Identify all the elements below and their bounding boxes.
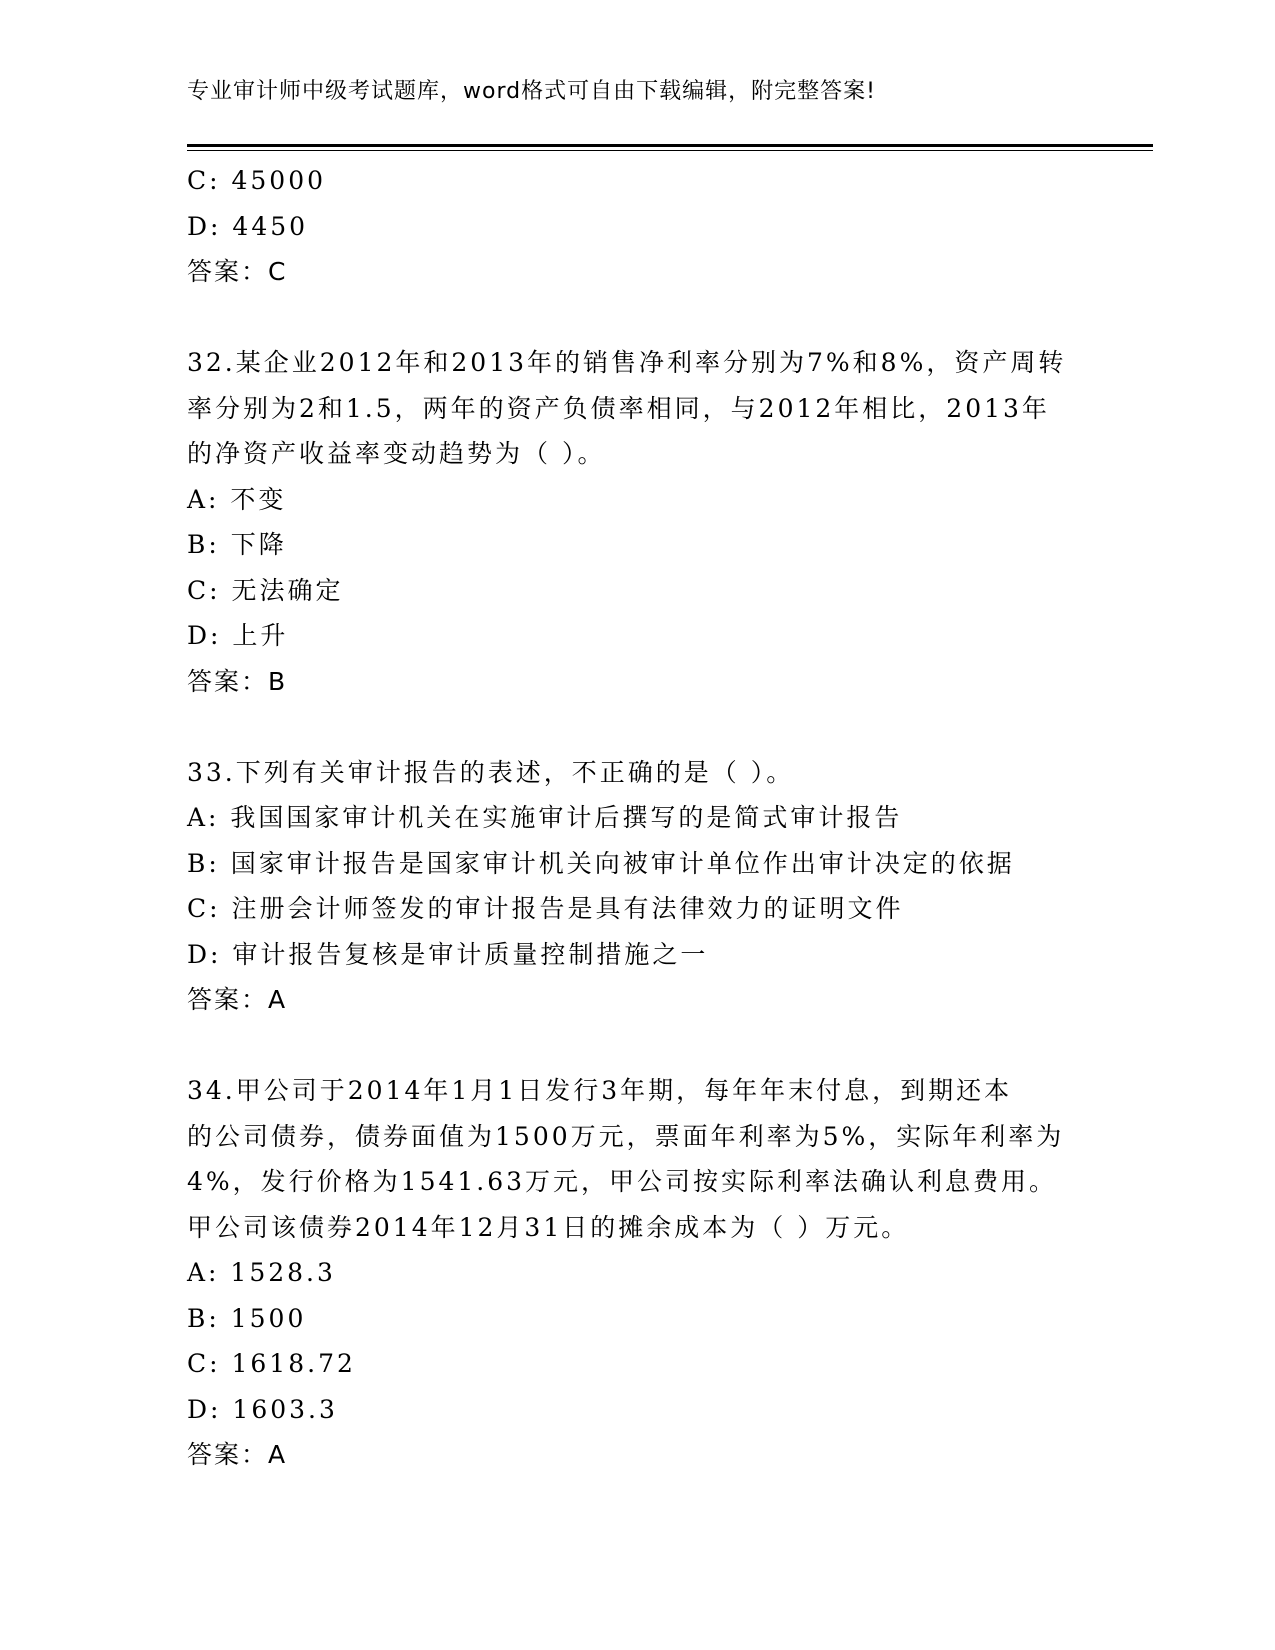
spacer (187, 295, 1087, 341)
option-c: C: 45000 (187, 166, 327, 195)
option-c: C: 注册会计师签发的审计报告是具有法律效力的证明文件 (187, 894, 904, 923)
option-b: B: 国家审计报告是国家审计机关向被审计单位作出审计决定的依据 (187, 848, 1015, 878)
answer-line: 答案：C (187, 257, 288, 286)
option-a: A: 不变 (187, 484, 287, 514)
option-d: D: 上升 (187, 621, 289, 650)
question-34 (187, 1068, 1087, 1478)
option-c: C: 无法确定 (187, 575, 344, 605)
header-divider-thin (187, 150, 1153, 151)
option-d: D: 4450 (187, 211, 309, 241)
answer-line: 答案：A (187, 1440, 288, 1469)
option-c: C: 1618.72 (187, 1349, 356, 1378)
option-d: D: 审计报告复核是审计质量控制措施之一 (187, 939, 709, 969)
option-a: A: 1528.3 (187, 1258, 336, 1287)
question-stem-line: 34.甲公司于2014年1月1日发行3年期，每年年末付息，到期还本 (187, 1076, 1013, 1105)
answer-line: 答案：A (187, 985, 288, 1014)
question-stem-line: 的净资产收益率变动趋势为（ ）。 (187, 439, 606, 468)
option-b: B: 下降 (187, 530, 287, 559)
header-divider-thick (187, 144, 1153, 147)
question-stem-line: 4%，发行价格为1541.63万元，甲公司按实际利率法确认利息费用。 (187, 1167, 1058, 1196)
question-stem-line: 的公司债券，债券面值为1500万元，票面年利率为5%，实际年利率为 (187, 1121, 1065, 1151)
question-33 (187, 750, 1087, 1023)
option-b: B: 1500 (187, 1303, 307, 1333)
answer-line: 答案：B (187, 666, 288, 696)
option-a: A: 我国国家审计机关在实施审计后撰写的是简式审计报告 (187, 803, 903, 832)
question-stem-line: 甲公司该债券2014年12月31日的摊余成本为（ ）万元。 (187, 1212, 910, 1242)
spacer (187, 1023, 1087, 1069)
question-content (187, 158, 1087, 1478)
question-stem-line: 33.下列有关审计报告的表述，不正确的是（ ）。 (187, 757, 795, 787)
prev-question-block (187, 158, 1087, 295)
question-32 (187, 340, 1087, 704)
question-stem-line: 率分别为2和1.5，两年的资产负债率相同，与2012年相比，2013年 (187, 393, 1050, 423)
option-d: D: 1603.3 (187, 1394, 338, 1424)
question-stem-line: 32.某企业2012年和2013年的销售净利率分别为7%和8%，资产周转 (187, 348, 1067, 377)
spacer (187, 704, 1087, 750)
page-header-title: 专业审计师中级考试题库，word格式可自由下载编辑，附完整答案! (187, 79, 876, 104)
